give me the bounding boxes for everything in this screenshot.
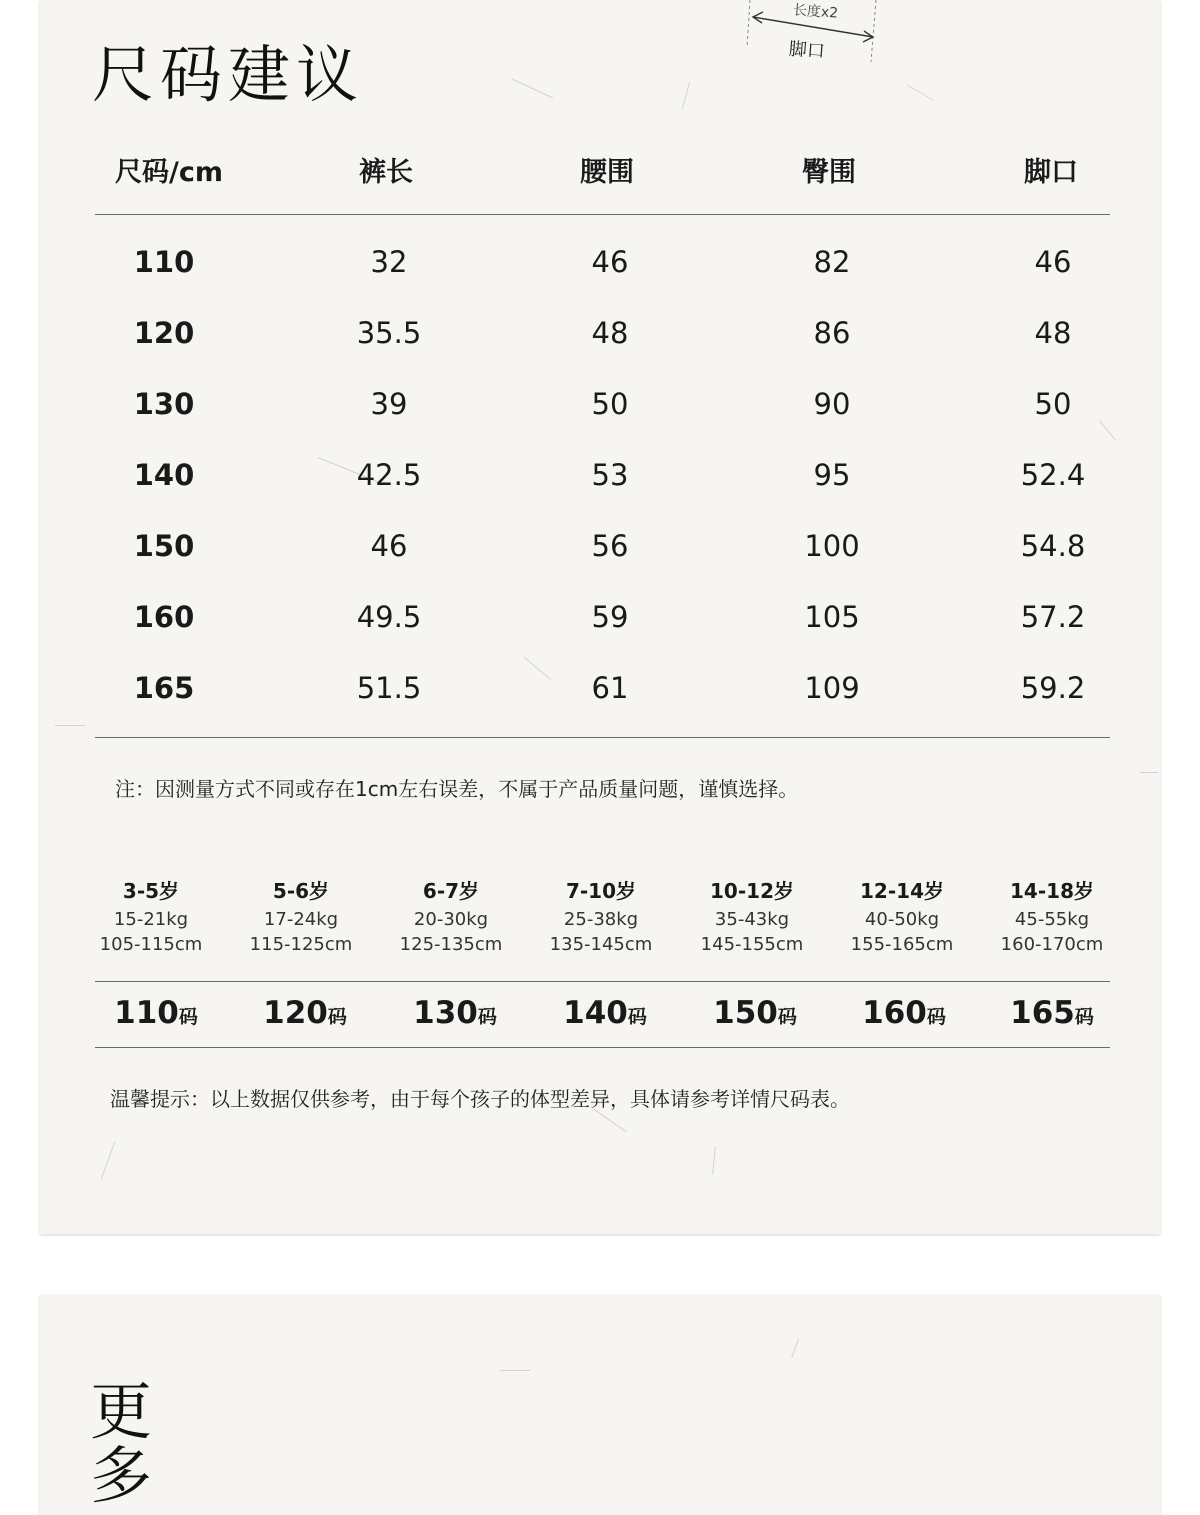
measurement-note: 注：因测量方式不同或存在1cm左右误差，不属于产品质量问题，谨慎选择。 [115, 777, 799, 801]
cell-size: 110 [133, 245, 195, 279]
sizes-bottom-divider [95, 1047, 1110, 1048]
recommended-size [380, 995, 530, 1031]
cuff-measure-diagram [745, 0, 880, 64]
cell-size: 120 [133, 316, 195, 350]
weight-range: 45-55kg [1014, 909, 1090, 930]
size-unit: 码 [327, 1006, 347, 1028]
size-number: 110 [114, 995, 179, 1031]
cell-waist: 56 [591, 529, 629, 563]
header-waist: 腰围 [580, 157, 634, 188]
cell-waist: 53 [591, 458, 629, 492]
cell-length: 49.5 [356, 600, 422, 634]
table-row [0, 316, 1200, 356]
age-guide-item [526, 875, 676, 957]
cell-length: 51.5 [356, 671, 422, 705]
cell-size: 165 [133, 671, 195, 705]
cell-hip: 109 [804, 671, 860, 705]
size-number: 165 [1010, 995, 1075, 1031]
next-section-title-text: 更多 [90, 1375, 153, 1512]
cell-cuff: 54.8 [1020, 529, 1086, 563]
size-number: 150 [713, 995, 778, 1031]
header-cuff: 脚口 [1024, 157, 1078, 188]
age-range: 5-6岁 [272, 879, 330, 903]
age-range: 14-18岁 [1010, 879, 1094, 903]
diagram-cuff-label: 脚口 [788, 38, 826, 63]
cell-hip: 105 [804, 600, 860, 634]
cell-length: 46 [370, 529, 408, 563]
recommended-size [680, 995, 830, 1031]
table-row [0, 600, 1200, 640]
age-range: 12-14岁 [860, 879, 944, 903]
cell-size: 150 [133, 529, 195, 563]
size-unit: 码 [777, 1006, 797, 1028]
age-guide-item [977, 875, 1127, 957]
recommended-size [81, 995, 231, 1031]
age-guide-item [677, 875, 827, 957]
cell-cuff: 57.2 [1020, 600, 1086, 634]
age-range: 7-10岁 [565, 879, 637, 903]
next-section-title [90, 1375, 153, 1512]
cell-hip: 100 [804, 529, 860, 563]
cell-waist: 59 [591, 600, 629, 634]
cell-cuff: 46 [1034, 245, 1072, 279]
age-guide-divider [95, 981, 1110, 982]
height-range: 155-165cm [850, 934, 954, 955]
recommended-size [530, 995, 680, 1031]
cell-waist: 61 [591, 671, 629, 705]
cell-size: 160 [133, 600, 195, 634]
table-row [0, 458, 1200, 498]
age-guide-item [226, 875, 376, 957]
table-row [0, 529, 1200, 569]
cell-hip: 90 [813, 387, 851, 421]
recommended-size [230, 995, 380, 1031]
height-range: 115-125cm [249, 934, 353, 955]
cell-waist: 48 [591, 316, 629, 350]
cell-cuff: 52.4 [1020, 458, 1086, 492]
cell-length: 32 [370, 245, 408, 279]
diagram-length-label: 长度x2 [792, 2, 839, 22]
table-row [0, 245, 1200, 285]
table-top-divider [95, 214, 1110, 215]
size-number: 160 [862, 995, 927, 1031]
cell-hip: 86 [813, 316, 851, 350]
header-size: 尺码/cm [115, 157, 223, 188]
size-number: 120 [263, 995, 328, 1031]
size-unit: 码 [178, 1006, 198, 1028]
page-title: 尺码建议 [92, 38, 365, 111]
cell-cuff: 50 [1034, 387, 1072, 421]
weight-range: 25-38kg [563, 909, 639, 930]
cell-length: 42.5 [356, 458, 422, 492]
height-range: 135-145cm [549, 934, 653, 955]
age-range: 10-12岁 [710, 879, 794, 903]
cell-hip: 82 [813, 245, 851, 279]
age-range: 3-5岁 [122, 879, 180, 903]
recommended-size [977, 995, 1127, 1031]
header-length: 裤长 [359, 157, 413, 188]
height-range: 105-115cm [99, 934, 203, 955]
cell-size: 140 [133, 458, 195, 492]
age-guide-item [76, 875, 226, 957]
weight-range: 35-43kg [714, 909, 790, 930]
cell-waist: 50 [591, 387, 629, 421]
cell-length: 39 [370, 387, 408, 421]
weight-range: 15-21kg [113, 909, 189, 930]
more-section-card [40, 1295, 1160, 1515]
size-unit: 码 [627, 1006, 647, 1028]
age-guide-item [376, 875, 526, 957]
table-row [0, 387, 1200, 427]
size-number: 130 [413, 995, 478, 1031]
age-range: 6-7岁 [422, 879, 480, 903]
weight-range: 17-24kg [263, 909, 339, 930]
height-range: 145-155cm [700, 934, 804, 955]
table-row [0, 671, 1200, 711]
age-guide-item [827, 875, 977, 957]
weight-range: 40-50kg [864, 909, 940, 930]
size-unit: 码 [477, 1006, 497, 1028]
cell-length: 35.5 [356, 316, 422, 350]
cell-cuff: 59.2 [1020, 671, 1086, 705]
cell-waist: 46 [591, 245, 629, 279]
header-hip: 臀围 [802, 157, 856, 188]
size-unit: 码 [1074, 1006, 1094, 1028]
height-range: 125-135cm [399, 934, 503, 955]
warm-tip: 温馨提示：以上数据仅供参考，由于每个孩子的体型差异，具体请参考详情尺码表。 [110, 1087, 850, 1111]
cell-cuff: 48 [1034, 316, 1072, 350]
size-number: 140 [563, 995, 628, 1031]
size-table-header [0, 150, 1200, 194]
cell-size: 130 [133, 387, 195, 421]
height-range: 160-170cm [1000, 934, 1104, 955]
weight-range: 20-30kg [413, 909, 489, 930]
recommended-size [829, 995, 979, 1031]
cell-hip: 95 [813, 458, 851, 492]
size-unit: 码 [926, 1006, 946, 1028]
table-bottom-divider [95, 737, 1110, 738]
